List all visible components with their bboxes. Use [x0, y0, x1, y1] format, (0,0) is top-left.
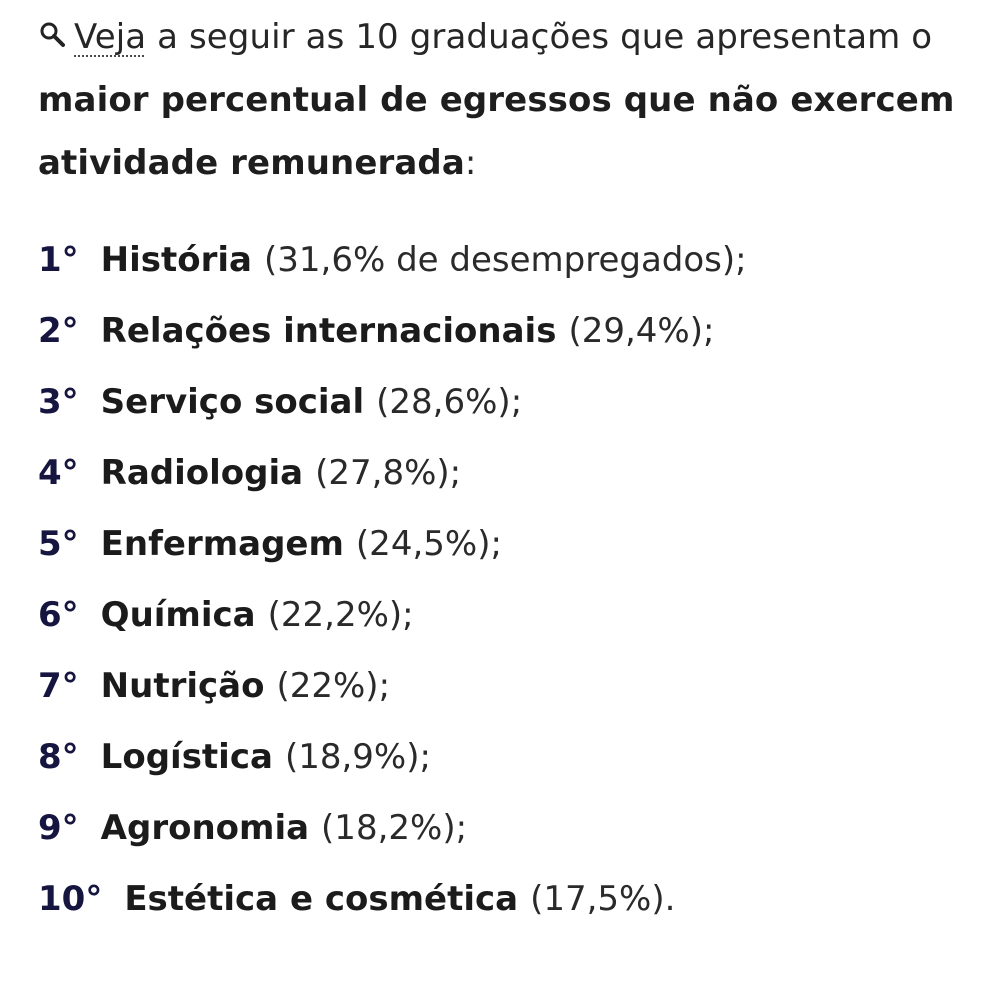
ranking-item-10 — [38, 879, 973, 950]
ranking-item-7 — [38, 666, 973, 737]
veja-link[interactable]: Veja — [74, 17, 147, 57]
course-percentage: (24,5%); — [355, 524, 502, 564]
intro-bold-text: maior percentual de egressos que não exercem atividade remunerada — [38, 80, 955, 183]
search-icon — [38, 8, 68, 38]
ranking-position: 3° — [38, 382, 79, 422]
course-name: Estética e cosmética — [124, 879, 519, 919]
ranking-position: 9° — [38, 808, 79, 848]
ranking-position: 8° — [38, 737, 79, 777]
course-percentage: (17,5%). — [530, 879, 676, 919]
graduation-ranking-list — [38, 240, 973, 950]
ranking-position: 5° — [38, 524, 79, 564]
ranking-item-9 — [38, 808, 973, 879]
ranking-item-6 — [38, 595, 973, 666]
course-name: Logística — [100, 737, 273, 777]
intro-paragraph — [38, 6, 973, 195]
ranking-position: 10° — [38, 879, 103, 919]
intro-colon: : — [464, 143, 477, 183]
course-percentage: (22%); — [276, 666, 391, 706]
course-name: Radiologia — [100, 453, 304, 493]
ranking-item-8 — [38, 737, 973, 808]
ranking-position: 7° — [38, 666, 79, 706]
ranking-item-2 — [38, 311, 973, 382]
course-name: História — [100, 240, 252, 280]
ranking-item-4 — [38, 453, 973, 524]
course-percentage: (28,6%); — [376, 382, 523, 422]
course-percentage: (18,2%); — [321, 808, 468, 848]
ranking-item-5 — [38, 524, 973, 595]
course-name: Nutrição — [100, 666, 265, 706]
course-percentage: (27,8%); — [315, 453, 462, 493]
ranking-item-1 — [38, 240, 973, 311]
course-percentage: (22,2%); — [267, 595, 414, 635]
ranking-position: 2° — [38, 311, 79, 351]
ranking-position: 4° — [38, 453, 79, 493]
course-name: Agronomia — [100, 808, 310, 848]
ranking-item-3 — [38, 382, 973, 453]
ranking-position: 1° — [38, 240, 79, 280]
course-name: Relações internacionais — [100, 311, 557, 351]
course-name: Enfermagem — [100, 524, 344, 564]
course-percentage: (18,9%); — [284, 737, 431, 777]
ranking-position: 6° — [38, 595, 79, 635]
course-percentage: (29,4%); — [568, 311, 715, 351]
intro-text: a seguir as 10 graduações que apresentam o — [146, 17, 933, 57]
course-name: Serviço social — [100, 382, 365, 422]
course-percentage: (31,6% de desempregados); — [264, 240, 747, 280]
course-name: Química — [100, 595, 256, 635]
